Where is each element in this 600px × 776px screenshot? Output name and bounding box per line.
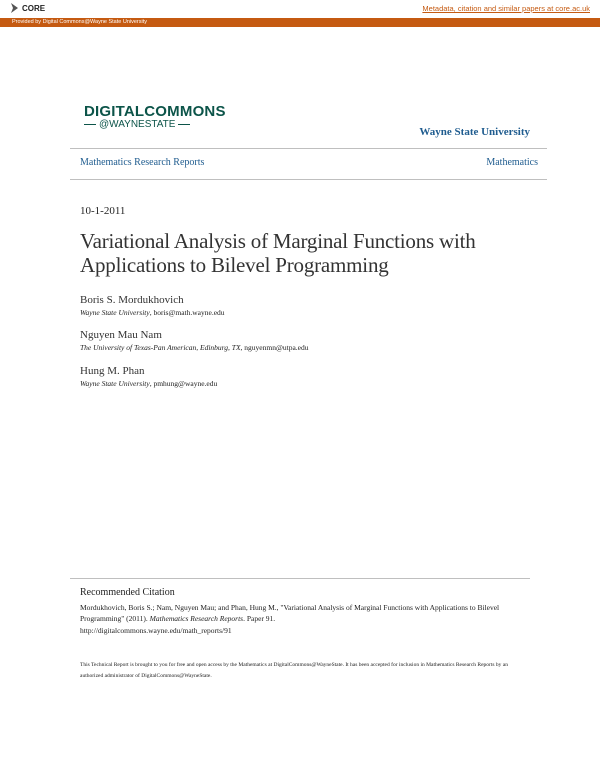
logo-line-2: @WAYNESTATE (99, 119, 176, 130)
author-email[interactable]: nguyenmn@utpa.edu (244, 343, 309, 352)
access-notice: This Technical Report is brought to you for free and open access by the Mathematics at DigitalCommons@WayneState. It has been accepted for inclusion in Mathematics Research Reports by an authorized administrator of DigitalCommons@WayneState. (80, 662, 508, 679)
publication-date: 10-1-2011 (80, 205, 126, 217)
divider-bottom (70, 179, 547, 180)
digital-commons-logo[interactable] (84, 103, 224, 130)
author-affiliation: Wayne State University, boris@math.wayne.edu (80, 308, 225, 317)
collection-link[interactable]: Mathematics (486, 157, 538, 168)
author-name: Nguyen Mau Nam (80, 329, 162, 341)
core-logo[interactable] (10, 2, 45, 14)
logo-rule-right (178, 124, 190, 125)
citation-text (80, 602, 520, 624)
citation-heading: Recommended Citation (80, 587, 175, 598)
divider-citation (70, 578, 530, 579)
citation-text-part-2: . Paper 91. (243, 614, 276, 623)
author-institution: Wayne State University (80, 379, 150, 388)
author-institution: The University of Texas-Pan American, Edinburg, TX (80, 343, 241, 352)
core-arrow-icon (10, 2, 20, 14)
core-top-bar (0, 0, 600, 18)
logo-rule-left (84, 124, 96, 125)
divider-top (70, 148, 547, 149)
author-email[interactable]: pmhung@wayne.edu (153, 379, 218, 388)
author-institution: Wayne State University (80, 308, 150, 317)
citation-series: Mathematics Research Reports (149, 614, 244, 623)
author-affiliation: Wayne State University, pmhung@wayne.edu (80, 379, 218, 388)
author-affiliation: The University of Texas-Pan American, Edinburg, TX, nguyenmn@utpa.edu (80, 343, 309, 352)
author-email[interactable]: boris@math.wayne.edu (153, 308, 225, 317)
author-block (80, 364, 550, 390)
provided-by-bar (0, 18, 600, 27)
logo-line-2-wrapper (84, 119, 224, 130)
series-link[interactable]: Mathematics Research Reports (80, 157, 205, 168)
author-block (80, 328, 550, 354)
logo-line-1: DIGITALCOMMONS (84, 103, 226, 120)
citation-text-part-1: Mordukhovich, Boris S.; Nam, Nguyen Mau; and Phan, Hung M., "Variational Analysis of Marginal Functions with Applications to Bilevel Programming" (2011). (80, 603, 500, 623)
provided-by-text: Provided by Digital Commons@Wayne State University (12, 19, 147, 25)
core-logo-text: CORE (22, 3, 46, 13)
author-name: Boris S. Mordukhovich (80, 294, 184, 306)
paper-title: Variational Analysis of Marginal Functions with Applications to Bilevel Programming (80, 229, 476, 277)
author-block (80, 293, 550, 319)
author-name: Hung M. Phan (80, 365, 145, 377)
citation-url[interactable]: http://digitalcommons.wayne.edu/math_reports/91 (80, 626, 232, 635)
university-name[interactable]: Wayne State University (419, 126, 530, 138)
core-metadata-link[interactable]: Metadata, citation and similar papers at core.ac.uk (422, 4, 590, 13)
